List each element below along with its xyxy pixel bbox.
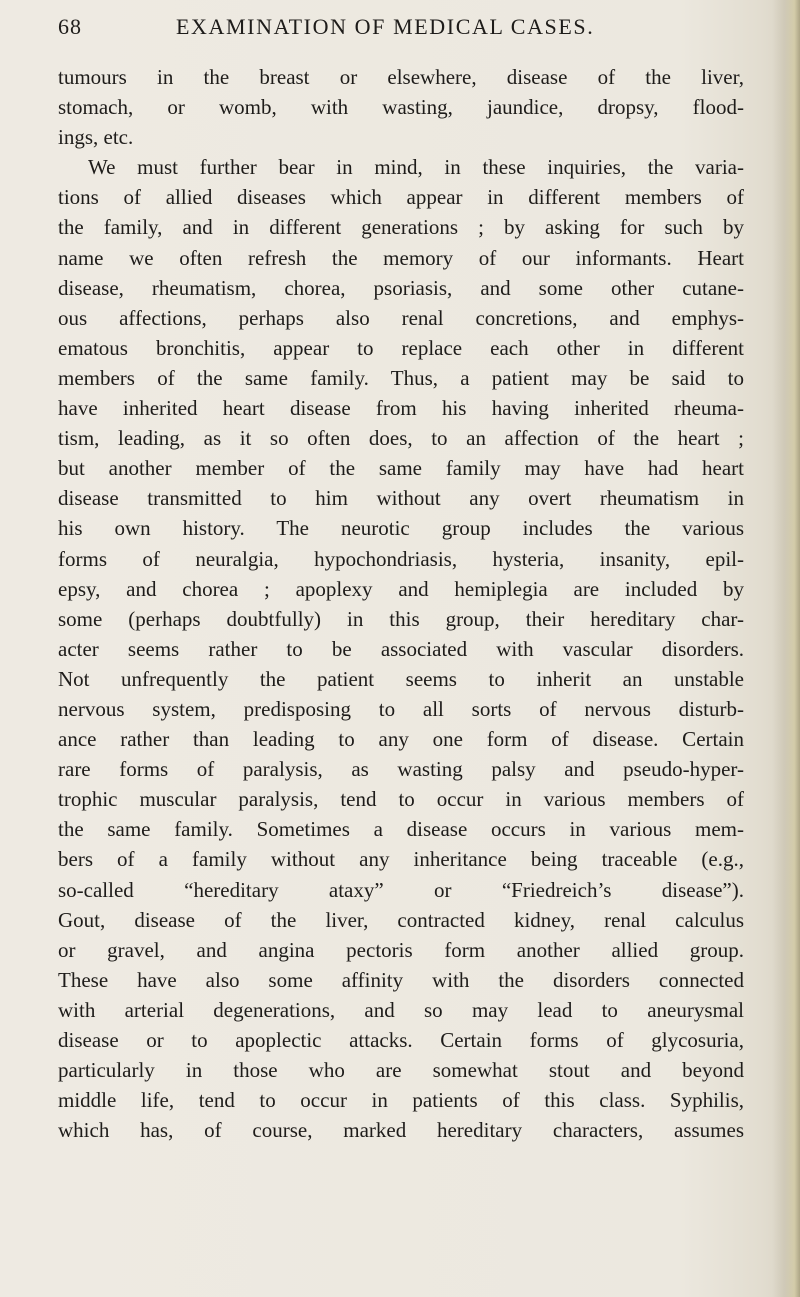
text-line: ematous bronchitis, appear to replace each other in different: [58, 335, 744, 360]
text-line: disease transmitted to him without any overt rheumatism in: [58, 486, 744, 511]
text-line: but another member of the same family may have had heart: [58, 456, 744, 481]
text-line: Gout, disease of the liver, contracted kidney, renal calculus: [58, 907, 744, 932]
page-number: 68: [58, 14, 82, 39]
text-line: tism, leading, as it so often does, to an affection of the heart ;: [58, 426, 744, 451]
text-line: some (perhaps doubtfully) in this group, their hereditary char-: [58, 606, 744, 631]
page-header: [58, 14, 744, 46]
running-title: EXAMINATION OF MEDICAL CASES.: [176, 14, 595, 39]
text-line: nervous system, predisposing to all sorts of nervous disturb-: [58, 696, 744, 721]
text-line: have inherited heart disease from his having inherited rheuma-: [58, 396, 744, 421]
text-line: with arterial degenerations, and so may lead to aneurysmal: [58, 997, 744, 1022]
text-line: which has, of course, marked hereditary characters, assumes: [58, 1118, 744, 1143]
text-line: trophic muscular paralysis, tend to occur in various members of: [58, 787, 744, 812]
text-line: Not unfrequently the patient seems to inherit an unstable: [58, 666, 744, 691]
text-line: acter seems rather to be associated with vascular disorders.: [58, 636, 744, 661]
text-line: bers of a family without any inheritance being traceable (e.g.,: [58, 847, 744, 872]
text-line: the family, and in different generations ; by asking for such by: [58, 215, 744, 240]
text-line: tions of allied diseases which appear in different members of: [58, 185, 744, 210]
body-text: [58, 62, 744, 1145]
text-line: ings, etc.: [58, 125, 134, 150]
text-line: forms of neuralgia, hypochondriasis, hysteria, insanity, epil-: [58, 546, 744, 571]
text-line: disease, rheumatism, chorea, psoriasis, and some other cutane-: [58, 275, 744, 300]
text-line: ance rather than leading to any one form of disease. Certain: [58, 727, 744, 752]
text-line: middle life, tend to occur in patients of this class. Syphilis,: [58, 1088, 744, 1113]
text-line: so-called “hereditary ataxy” or “Friedreich’s disease”).: [58, 877, 744, 902]
text-line: name we often refresh the memory of our informants. Heart: [58, 245, 744, 270]
text-line: rare forms of paralysis, as wasting palsy and pseudo-hyper-: [58, 757, 744, 782]
text-line: ous affections, perhaps also renal concretions, and emphys-: [58, 305, 744, 330]
text-line: We must further bear in mind, in these inquiries, the varia-: [88, 155, 744, 180]
text-line: members of the same family. Thus, a patient may be said to: [58, 365, 744, 390]
text-line: his own history. The neurotic group includes the various: [58, 516, 744, 541]
text-line: tumours in the breast or elsewhere, disease of the liver,: [58, 65, 744, 89]
text-line: stomach, or womb, with wasting, jaundice, dropsy, flood-: [58, 95, 744, 120]
text-line: particularly in those who are somewhat stout and beyond: [58, 1058, 744, 1083]
page-edge-shadow: [772, 0, 800, 1297]
text-line: disease or to apoplectic attacks. Certain forms of glycosuria,: [58, 1028, 744, 1052]
text-line: These have also some affinity with the disorders connected: [58, 967, 744, 992]
text-line: or gravel, and angina pectoris form another allied group.: [58, 937, 744, 962]
text-line: epsy, and chorea ; apoplexy and hemiplegia are included by: [58, 576, 744, 601]
text-line: the same family. Sometimes a disease occurs in various mem-: [58, 817, 744, 842]
